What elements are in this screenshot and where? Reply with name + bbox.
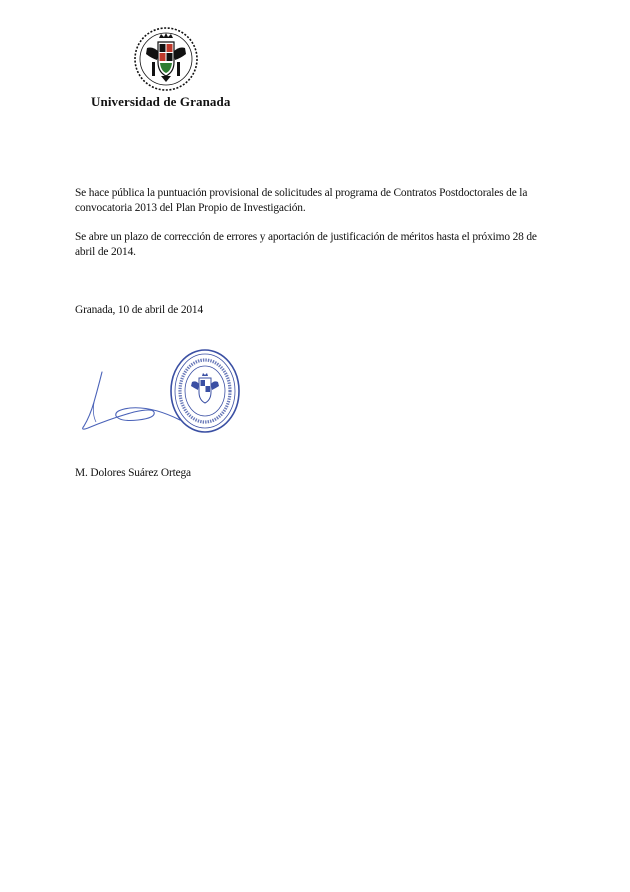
place-and-date: Granada, 10 de abril de 2014 bbox=[75, 304, 204, 316]
announcement-paragraph: Se hace pública la puntuación provisional de solicitudes al programa de Contratos Postdoctorales de la convocatoria 2013 del Plan Propio de Investigación. bbox=[75, 187, 528, 214]
handwritten-signature bbox=[72, 368, 182, 433]
signer-name: M. Dolores Suárez Ortega bbox=[75, 467, 191, 479]
university-crest-icon bbox=[133, 26, 199, 92]
institution-name: Universidad de Granada bbox=[91, 94, 231, 109]
deadline-paragraph: Se abre un plazo de corrección de errores y aportación de justificación de méritos hasta el próximo 28 de abril de 2014. bbox=[75, 231, 537, 258]
official-seal-stamp bbox=[168, 348, 242, 434]
